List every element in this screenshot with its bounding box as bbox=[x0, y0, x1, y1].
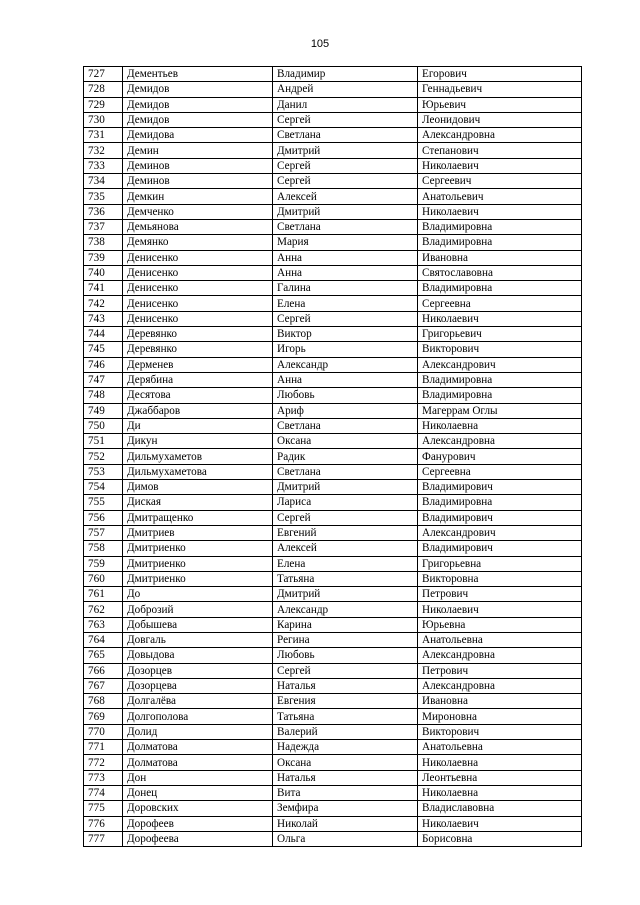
last-name-cell: Денисенко bbox=[123, 265, 273, 280]
patronymic-cell: Александровна bbox=[418, 678, 582, 693]
last-name-cell: Деревянко bbox=[123, 342, 273, 357]
row-number-cell: 742 bbox=[84, 296, 123, 311]
last-name-cell: Деревянко bbox=[123, 327, 273, 342]
first-name-cell: Сергей bbox=[273, 158, 418, 173]
row-number-cell: 735 bbox=[84, 189, 123, 204]
table-row bbox=[84, 587, 582, 602]
patronymic-cell: Владимировна bbox=[418, 388, 582, 403]
row-number-cell: 770 bbox=[84, 724, 123, 739]
patronymic-cell: Викторович bbox=[418, 342, 582, 357]
table-row bbox=[84, 342, 582, 357]
last-name-cell: Димов bbox=[123, 480, 273, 495]
last-name-cell: Дмитращенко bbox=[123, 510, 273, 525]
first-name-cell: Анна bbox=[273, 265, 418, 280]
first-name-cell: Алексей bbox=[273, 189, 418, 204]
patronymic-cell: Борисовна bbox=[418, 831, 582, 846]
name-table bbox=[83, 66, 582, 847]
patronymic-cell: Владимирович bbox=[418, 541, 582, 556]
table-row bbox=[84, 694, 582, 709]
row-number-cell: 727 bbox=[84, 67, 123, 82]
table-row bbox=[84, 663, 582, 678]
first-name-cell: Наталья bbox=[273, 678, 418, 693]
patronymic-cell: Владиславовна bbox=[418, 801, 582, 816]
row-number-cell: 730 bbox=[84, 112, 123, 127]
last-name-cell: Денисенко bbox=[123, 250, 273, 265]
patronymic-cell: Мироновна bbox=[418, 709, 582, 724]
patronymic-cell: Анатольевич bbox=[418, 189, 582, 204]
table-row bbox=[84, 311, 582, 326]
patronymic-cell: Владимировна bbox=[418, 495, 582, 510]
table-row bbox=[84, 510, 582, 525]
last-name-cell: Дмитриенко bbox=[123, 571, 273, 586]
first-name-cell: Сергей bbox=[273, 663, 418, 678]
row-number-cell: 755 bbox=[84, 495, 123, 510]
row-number-cell: 775 bbox=[84, 801, 123, 816]
table-row bbox=[84, 740, 582, 755]
patronymic-cell: Владимировна bbox=[418, 281, 582, 296]
patronymic-cell: Александровна bbox=[418, 434, 582, 449]
table-row bbox=[84, 281, 582, 296]
table-row bbox=[84, 82, 582, 97]
row-number-cell: 756 bbox=[84, 510, 123, 525]
patronymic-cell: Егорович bbox=[418, 67, 582, 82]
first-name-cell: Анна bbox=[273, 250, 418, 265]
row-number-cell: 761 bbox=[84, 587, 123, 602]
table-row bbox=[84, 265, 582, 280]
row-number-cell: 766 bbox=[84, 663, 123, 678]
row-number-cell: 758 bbox=[84, 541, 123, 556]
last-name-cell: Довгаль bbox=[123, 632, 273, 647]
row-number-cell: 729 bbox=[84, 97, 123, 112]
last-name-cell: Дон bbox=[123, 770, 273, 785]
last-name-cell: Дозорцев bbox=[123, 663, 273, 678]
row-number-cell: 757 bbox=[84, 525, 123, 540]
last-name-cell: До bbox=[123, 587, 273, 602]
last-name-cell: Долматова bbox=[123, 755, 273, 770]
row-number-cell: 764 bbox=[84, 632, 123, 647]
first-name-cell: Игорь bbox=[273, 342, 418, 357]
first-name-cell: Регина bbox=[273, 632, 418, 647]
last-name-cell: Дильмухаметов bbox=[123, 449, 273, 464]
row-number-cell: 733 bbox=[84, 158, 123, 173]
last-name-cell: Долгополова bbox=[123, 709, 273, 724]
patronymic-cell: Александровна bbox=[418, 128, 582, 143]
first-name-cell: Валерий bbox=[273, 724, 418, 739]
first-name-cell: Анна bbox=[273, 372, 418, 387]
last-name-cell: Денисенко bbox=[123, 311, 273, 326]
patronymic-cell: Николаевна bbox=[418, 418, 582, 433]
first-name-cell: Сергей bbox=[273, 311, 418, 326]
last-name-cell: Демянко bbox=[123, 235, 273, 250]
last-name-cell: Демьянова bbox=[123, 219, 273, 234]
last-name-cell: Дерябина bbox=[123, 372, 273, 387]
first-name-cell: Александр bbox=[273, 357, 418, 372]
row-number-cell: 762 bbox=[84, 602, 123, 617]
first-name-cell: Данил bbox=[273, 97, 418, 112]
first-name-cell: Андрей bbox=[273, 82, 418, 97]
patronymic-cell: Николаевич bbox=[418, 602, 582, 617]
first-name-cell: Карина bbox=[273, 617, 418, 632]
first-name-cell: Оксана bbox=[273, 755, 418, 770]
table-row bbox=[84, 327, 582, 342]
first-name-cell: Мария bbox=[273, 235, 418, 250]
patronymic-cell: Викторович bbox=[418, 724, 582, 739]
row-number-cell: 744 bbox=[84, 327, 123, 342]
first-name-cell: Оксана bbox=[273, 434, 418, 449]
table-row bbox=[84, 235, 582, 250]
row-number-cell: 774 bbox=[84, 785, 123, 800]
first-name-cell: Татьяна bbox=[273, 571, 418, 586]
last-name-cell: Диская bbox=[123, 495, 273, 510]
last-name-cell: Джаббаров bbox=[123, 403, 273, 418]
last-name-cell: Дозорцева bbox=[123, 678, 273, 693]
table-row bbox=[84, 556, 582, 571]
patronymic-cell: Петрович bbox=[418, 663, 582, 678]
row-number-cell: 751 bbox=[84, 434, 123, 449]
table-row bbox=[84, 112, 582, 127]
patronymic-cell: Сергеевна bbox=[418, 296, 582, 311]
table-row bbox=[84, 372, 582, 387]
first-name-cell: Алексей bbox=[273, 541, 418, 556]
last-name-cell: Доброзий bbox=[123, 602, 273, 617]
row-number-cell: 771 bbox=[84, 740, 123, 755]
first-name-cell: Любовь bbox=[273, 648, 418, 663]
table-row bbox=[84, 67, 582, 82]
last-name-cell: Долид bbox=[123, 724, 273, 739]
table-row bbox=[84, 724, 582, 739]
row-number-cell: 736 bbox=[84, 204, 123, 219]
patronymic-cell: Николаевич bbox=[418, 311, 582, 326]
table-row bbox=[84, 571, 582, 586]
first-name-cell: Надежда bbox=[273, 740, 418, 755]
patronymic-cell: Фанурович bbox=[418, 449, 582, 464]
first-name-cell: Дмитрий bbox=[273, 480, 418, 495]
last-name-cell: Дементьев bbox=[123, 67, 273, 82]
last-name-cell: Дикун bbox=[123, 434, 273, 449]
first-name-cell: Владимир bbox=[273, 67, 418, 82]
first-name-cell: Радик bbox=[273, 449, 418, 464]
row-number-cell: 741 bbox=[84, 281, 123, 296]
patronymic-cell: Леонидович bbox=[418, 112, 582, 127]
last-name-cell: Ди bbox=[123, 418, 273, 433]
table-row bbox=[84, 678, 582, 693]
row-number-cell: 745 bbox=[84, 342, 123, 357]
last-name-cell: Демидов bbox=[123, 97, 273, 112]
first-name-cell: Галина bbox=[273, 281, 418, 296]
last-name-cell: Десятова bbox=[123, 388, 273, 403]
row-number-cell: 728 bbox=[84, 82, 123, 97]
last-name-cell: Деминов bbox=[123, 158, 273, 173]
row-number-cell: 731 bbox=[84, 128, 123, 143]
last-name-cell: Довыдова bbox=[123, 648, 273, 663]
table-row bbox=[84, 143, 582, 158]
row-number-cell: 773 bbox=[84, 770, 123, 785]
patronymic-cell: Анатольевна bbox=[418, 632, 582, 647]
table-row bbox=[84, 219, 582, 234]
patronymic-cell: Анатольевна bbox=[418, 740, 582, 755]
patronymic-cell: Григорьевич bbox=[418, 327, 582, 342]
row-number-cell: 746 bbox=[84, 357, 123, 372]
patronymic-cell: Владимировна bbox=[418, 219, 582, 234]
row-number-cell: 750 bbox=[84, 418, 123, 433]
row-number-cell: 752 bbox=[84, 449, 123, 464]
row-number-cell: 760 bbox=[84, 571, 123, 586]
table-row bbox=[84, 816, 582, 831]
table-row bbox=[84, 418, 582, 433]
first-name-cell: Светлана bbox=[273, 464, 418, 479]
table-row bbox=[84, 434, 582, 449]
first-name-cell: Евгения bbox=[273, 694, 418, 709]
first-name-cell: Елена bbox=[273, 556, 418, 571]
table-row bbox=[84, 770, 582, 785]
first-name-cell: Дмитрий bbox=[273, 204, 418, 219]
last-name-cell: Демченко bbox=[123, 204, 273, 219]
row-number-cell: 777 bbox=[84, 831, 123, 846]
table-row bbox=[84, 709, 582, 724]
patronymic-cell: Николаевич bbox=[418, 204, 582, 219]
table-row bbox=[84, 755, 582, 770]
table-row bbox=[84, 464, 582, 479]
first-name-cell: Лариса bbox=[273, 495, 418, 510]
patronymic-cell: Степанович bbox=[418, 143, 582, 158]
table-row bbox=[84, 128, 582, 143]
row-number-cell: 776 bbox=[84, 816, 123, 831]
table-row bbox=[84, 174, 582, 189]
first-name-cell: Евгений bbox=[273, 525, 418, 540]
first-name-cell: Дмитрий bbox=[273, 143, 418, 158]
patronymic-cell: Владимирович bbox=[418, 480, 582, 495]
first-name-cell: Дмитрий bbox=[273, 587, 418, 602]
patronymic-cell: Александровна bbox=[418, 648, 582, 663]
last-name-cell: Долгалёва bbox=[123, 694, 273, 709]
patronymic-cell: Николаевна bbox=[418, 785, 582, 800]
row-number-cell: 754 bbox=[84, 480, 123, 495]
first-name-cell: Любовь bbox=[273, 388, 418, 403]
first-name-cell: Наталья bbox=[273, 770, 418, 785]
first-name-cell: Земфира bbox=[273, 801, 418, 816]
last-name-cell: Демидов bbox=[123, 82, 273, 97]
patronymic-cell: Сергеевна bbox=[418, 464, 582, 479]
patronymic-cell: Николаевич bbox=[418, 816, 582, 831]
last-name-cell: Дмитриенко bbox=[123, 556, 273, 571]
table-row bbox=[84, 250, 582, 265]
row-number-cell: 732 bbox=[84, 143, 123, 158]
table-row bbox=[84, 189, 582, 204]
row-number-cell: 768 bbox=[84, 694, 123, 709]
first-name-cell: Сергей bbox=[273, 510, 418, 525]
table-row bbox=[84, 801, 582, 816]
patronymic-cell: Леонтьевна bbox=[418, 770, 582, 785]
last-name-cell: Дорофеева bbox=[123, 831, 273, 846]
name-table-body bbox=[84, 67, 582, 847]
last-name-cell: Дмитриенко bbox=[123, 541, 273, 556]
table-row bbox=[84, 602, 582, 617]
patronymic-cell: Сергеевич bbox=[418, 174, 582, 189]
first-name-cell: Александр bbox=[273, 602, 418, 617]
last-name-cell: Доровских bbox=[123, 801, 273, 816]
last-name-cell: Демкин bbox=[123, 189, 273, 204]
first-name-cell: Светлана bbox=[273, 219, 418, 234]
table-row bbox=[84, 541, 582, 556]
table-row bbox=[84, 648, 582, 663]
patronymic-cell: Александрович bbox=[418, 525, 582, 540]
row-number-cell: 738 bbox=[84, 235, 123, 250]
last-name-cell: Денисенко bbox=[123, 296, 273, 311]
table-row bbox=[84, 525, 582, 540]
patronymic-cell: Геннадьевич bbox=[418, 82, 582, 97]
row-number-cell: 765 bbox=[84, 648, 123, 663]
last-name-cell: Демидов bbox=[123, 112, 273, 127]
patronymic-cell: Святославовна bbox=[418, 265, 582, 280]
first-name-cell: Николай bbox=[273, 816, 418, 831]
row-number-cell: 748 bbox=[84, 388, 123, 403]
table-row bbox=[84, 403, 582, 418]
table-row bbox=[84, 617, 582, 632]
table-row bbox=[84, 357, 582, 372]
table-row bbox=[84, 296, 582, 311]
table-row bbox=[84, 204, 582, 219]
last-name-cell: Добышева bbox=[123, 617, 273, 632]
patronymic-cell: Магеррам Оглы bbox=[418, 403, 582, 418]
first-name-cell: Виктор bbox=[273, 327, 418, 342]
table-row bbox=[84, 831, 582, 846]
patronymic-cell: Викторовна bbox=[418, 571, 582, 586]
last-name-cell: Демидова bbox=[123, 128, 273, 143]
row-number-cell: 740 bbox=[84, 265, 123, 280]
table-row bbox=[84, 632, 582, 647]
first-name-cell: Вита bbox=[273, 785, 418, 800]
row-number-cell: 737 bbox=[84, 219, 123, 234]
row-number-cell: 763 bbox=[84, 617, 123, 632]
row-number-cell: 767 bbox=[84, 678, 123, 693]
last-name-cell: Дмитриев bbox=[123, 525, 273, 540]
row-number-cell: 772 bbox=[84, 755, 123, 770]
row-number-cell: 749 bbox=[84, 403, 123, 418]
table-row bbox=[84, 388, 582, 403]
patronymic-cell: Николаевна bbox=[418, 755, 582, 770]
patronymic-cell: Владимировна bbox=[418, 235, 582, 250]
first-name-cell: Светлана bbox=[273, 418, 418, 433]
first-name-cell: Сергей bbox=[273, 174, 418, 189]
last-name-cell: Дерменев bbox=[123, 357, 273, 372]
table-row bbox=[84, 785, 582, 800]
page-number: 105 bbox=[310, 38, 330, 50]
patronymic-cell: Юрьевна bbox=[418, 617, 582, 632]
table-row bbox=[84, 495, 582, 510]
patronymic-cell: Юрьевич bbox=[418, 97, 582, 112]
patronymic-cell: Ивановна bbox=[418, 250, 582, 265]
last-name-cell: Демин bbox=[123, 143, 273, 158]
first-name-cell: Сергей bbox=[273, 112, 418, 127]
last-name-cell: Деминов bbox=[123, 174, 273, 189]
last-name-cell: Дорофеев bbox=[123, 816, 273, 831]
row-number-cell: 743 bbox=[84, 311, 123, 326]
patronymic-cell: Владимирович bbox=[418, 510, 582, 525]
row-number-cell: 734 bbox=[84, 174, 123, 189]
first-name-cell: Елена bbox=[273, 296, 418, 311]
first-name-cell: Ариф bbox=[273, 403, 418, 418]
first-name-cell: Светлана bbox=[273, 128, 418, 143]
patronymic-cell: Григорьевна bbox=[418, 556, 582, 571]
row-number-cell: 747 bbox=[84, 372, 123, 387]
row-number-cell: 753 bbox=[84, 464, 123, 479]
last-name-cell: Долматова bbox=[123, 740, 273, 755]
row-number-cell: 769 bbox=[84, 709, 123, 724]
row-number-cell: 739 bbox=[84, 250, 123, 265]
patronymic-cell: Николаевич bbox=[418, 158, 582, 173]
row-number-cell: 759 bbox=[84, 556, 123, 571]
patronymic-cell: Александрович bbox=[418, 357, 582, 372]
last-name-cell: Дильмухаметова bbox=[123, 464, 273, 479]
table-row bbox=[84, 158, 582, 173]
table-row bbox=[84, 480, 582, 495]
patronymic-cell: Ивановна bbox=[418, 694, 582, 709]
first-name-cell: Ольга bbox=[273, 831, 418, 846]
first-name-cell: Татьяна bbox=[273, 709, 418, 724]
patronymic-cell: Петрович bbox=[418, 587, 582, 602]
patronymic-cell: Владимировна bbox=[418, 372, 582, 387]
last-name-cell: Денисенко bbox=[123, 281, 273, 296]
last-name-cell: Донец bbox=[123, 785, 273, 800]
table-row bbox=[84, 97, 582, 112]
table-row bbox=[84, 449, 582, 464]
